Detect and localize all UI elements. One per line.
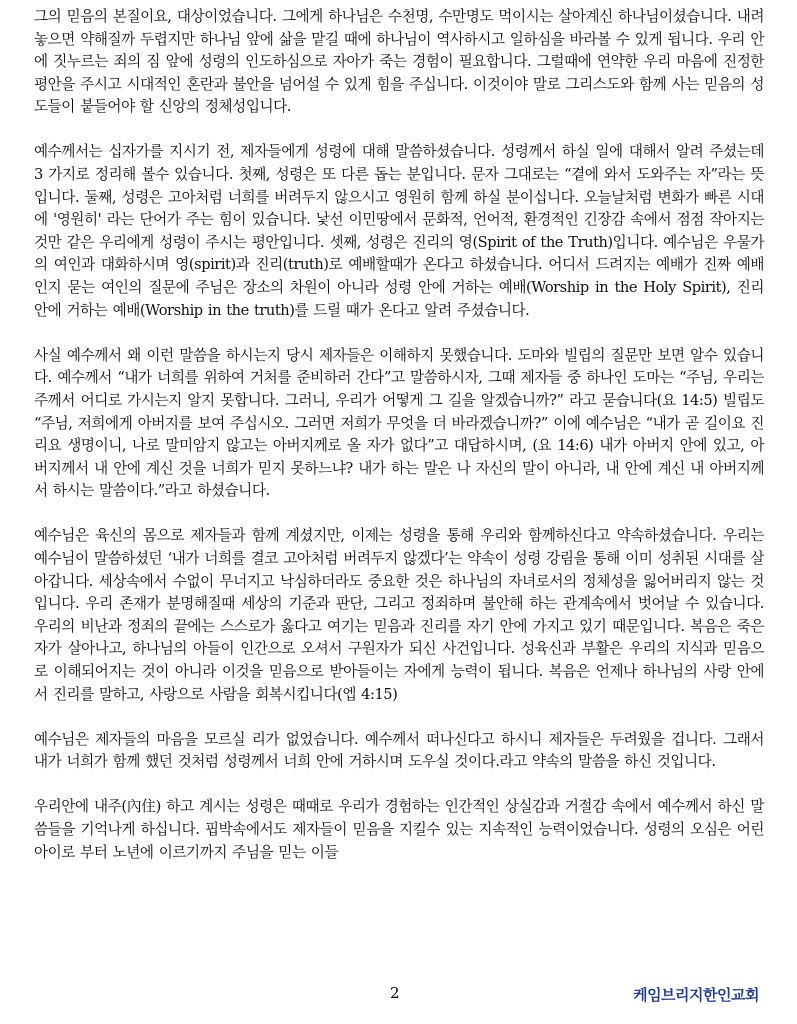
church-name: 케임브리지한인교회 xyxy=(633,986,759,1004)
page-number: 2 xyxy=(390,984,400,1002)
paragraph-4: 예수님은 육신의 몸으로 제자들과 함께 계셨지만, 이제는 성령을 통해 우리와 함께하신다고 약속하셨습니다. 우리는 예수님이 말씀하셨던 ‘내가 너희를 결코 고아처럼 버려두지 않겠다’는 약속이 성령 강림을 통해 이미 성취된 시대를 살아갑니다. 세상속에서 수없이 무너지고 낙심하더라도 중요한 것은 하나님의 자녀로서의 정체성을 잃어버리지 않는 것입니다. 우리 존재가 분명해질때 세상의 기준과 판단, 그리고 정죄하며 불안해 하는 관계속에서 벗어날 수 있습니다. 우리의 비난과 정죄의 끝에는 스스로가 옳다고 여기는 믿음과 진리를 자기 안에 가지고 있기 때문입니다. 복음은 죽은 자가 살아나고, 하나님의 아들이 인간으로 오셔서 구원자가 되신 사건입니다. 성육신과 부활은 우리의 지식과 믿음으로 이해되어지는 것이 아니라 이것을 믿음으로 받아들이는 자에게 능력이 됩니다. 복음은 언제나 하나님의 사랑 안에서 진리를 말하고, 사랑으로 사람을 회복시킵니다(엡 4:15) xyxy=(34,527,764,703)
paragraph-6: 우리안에 내주(內住) 하고 계시는 성령은 때때로 우리가 경험하는 인간적인 상실감과 거절감 속에서 예수께서 하신 말씀들을 기억나게 하십니다. 핍박속에서도 제자들이 믿음을 지킬수 있는 지속적인 능력이었습니다. 성령의 오심은 어린아이로 부터 노년에 이르기까지 주님을 믿는 이들 xyxy=(34,798,764,861)
page-footer xyxy=(0,984,797,1008)
paragraph-3: 사실 예수께서 왜 이런 말씀을 하시는지 당시 제자들은 이해하지 못했습니다. 도마와 빌립의 질문만 보면 알수 있습니다. 예수께서 “내가 너희를 위하여 거처를 준비하러 간다”고 말씀하시자, 그때 제자들 중 하나인 도마는 “주님, 우리는 주께서 어디로 가시는지 알지 못합니다. 그러니, 우리가 어떻게 그 길을 알겠습니까?” 라고 묻습니다(요 14:5) 빌립도 “주님, 저희에게 아버지를 보여 주십시오. 그러면 저희가 무엇을 더 바라겠습니까?” 이에 예수님은 “내가 곧 길이요 진리요 생명이니, 나로 말미암지 않고는 아버지께로 올 자가 없다”고 대답하시며, (요 14:6) 내가 아버지 안에 있고, 아버지께서 내 안에 계신 것을 너희가 믿지 못하느냐? 내가 하는 말은 나 자신의 말이 아니라, 내 안에 계신 내 아버지께서 하시는 말씀이다.”라고 하셨습니다. xyxy=(34,346,764,500)
paragraph-5: 예수님은 제자들의 마음을 모르실 리가 없었습니다. 예수께서 떠나신다고 하시니 제자들은 두려웠을 겁니다. 그래서 내가 너희가 함께 했던 것처럼 성령께서 너희 안에 거하시며 도우실 것이다.라고 약속의 말씀을 하신 것입니다. xyxy=(34,730,764,771)
document-body xyxy=(34,6,764,887)
paragraph-1: 그의 믿음의 본질이요, 대상이었습니다. 그에게 하나님은 수천명, 수만명도 먹이시는 살아계신 하나님이셨습니다. 내려놓으면 약해질까 두렵지만 하나님 앞에 삶을 맡길 때에 하나님이 역사하시고 일하심을 바라볼 수 있게 됩니다. 우리 안에 짓누르는 죄의 짐 앞에 성령의 인도하심으로 자아가 죽는 경험이 필요합니다. 그럴때에 연약한 우리 마음에 진정한 평안을 주시고 시대적인 혼란과 불안을 넘어설 수 있게 힘을 주십니다. 이것이야 말로 그리스도와 함께 사는 믿음의 성도들이 붙들어야 할 신앙의 정체성입니다. xyxy=(34,8,764,116)
paragraph-2: 예수께서는 십자가를 지시기 전, 제자들에게 성령에 대해 말씀하셨습니다. 성령께서 하실 일에 대해서 알려 주셨는데 3 가지로 정리해 볼수 있습니다. 첫째, 성령은 또 다른 돕는 분입니다. 문자 그대로는 “곁에 와서 도와주는 자”라는 뜻입니다. 둘째, 성령은 고아처럼 너희를 버려두지 않으시고 영원히 함께 하실 분이십니다. 오늘날처럼 변화가 빠른 시대에 '영원히' 라는 단어가 주는 힘이 있습니다. 낯선 이민땅에서 문화적, 언어적, 환경적인 긴장감 속에서 점점 작아지는 것만 같은 우리에게 성령이 주시는 평안입니다. 셋째, 성령은 진리의 영(Spirit of the Truth)입니다. 예수님은 우물가의 여인과 대화하시며 영(spirit)과 진리(truth)로 예배할때가 온다고 하셨습니다. 어디서 드려지는 예배가 진짜 예배인지 묻는 여인의 질문에 주님은 장소의 차원이 아니라 성령 안에 거하는 예배(Worship in the Holy Spirit), 진리 안에 거하는 예배(Worship in the truth)를 드릴 때가 온다고 알려 주셨습니다. xyxy=(34,143,764,319)
